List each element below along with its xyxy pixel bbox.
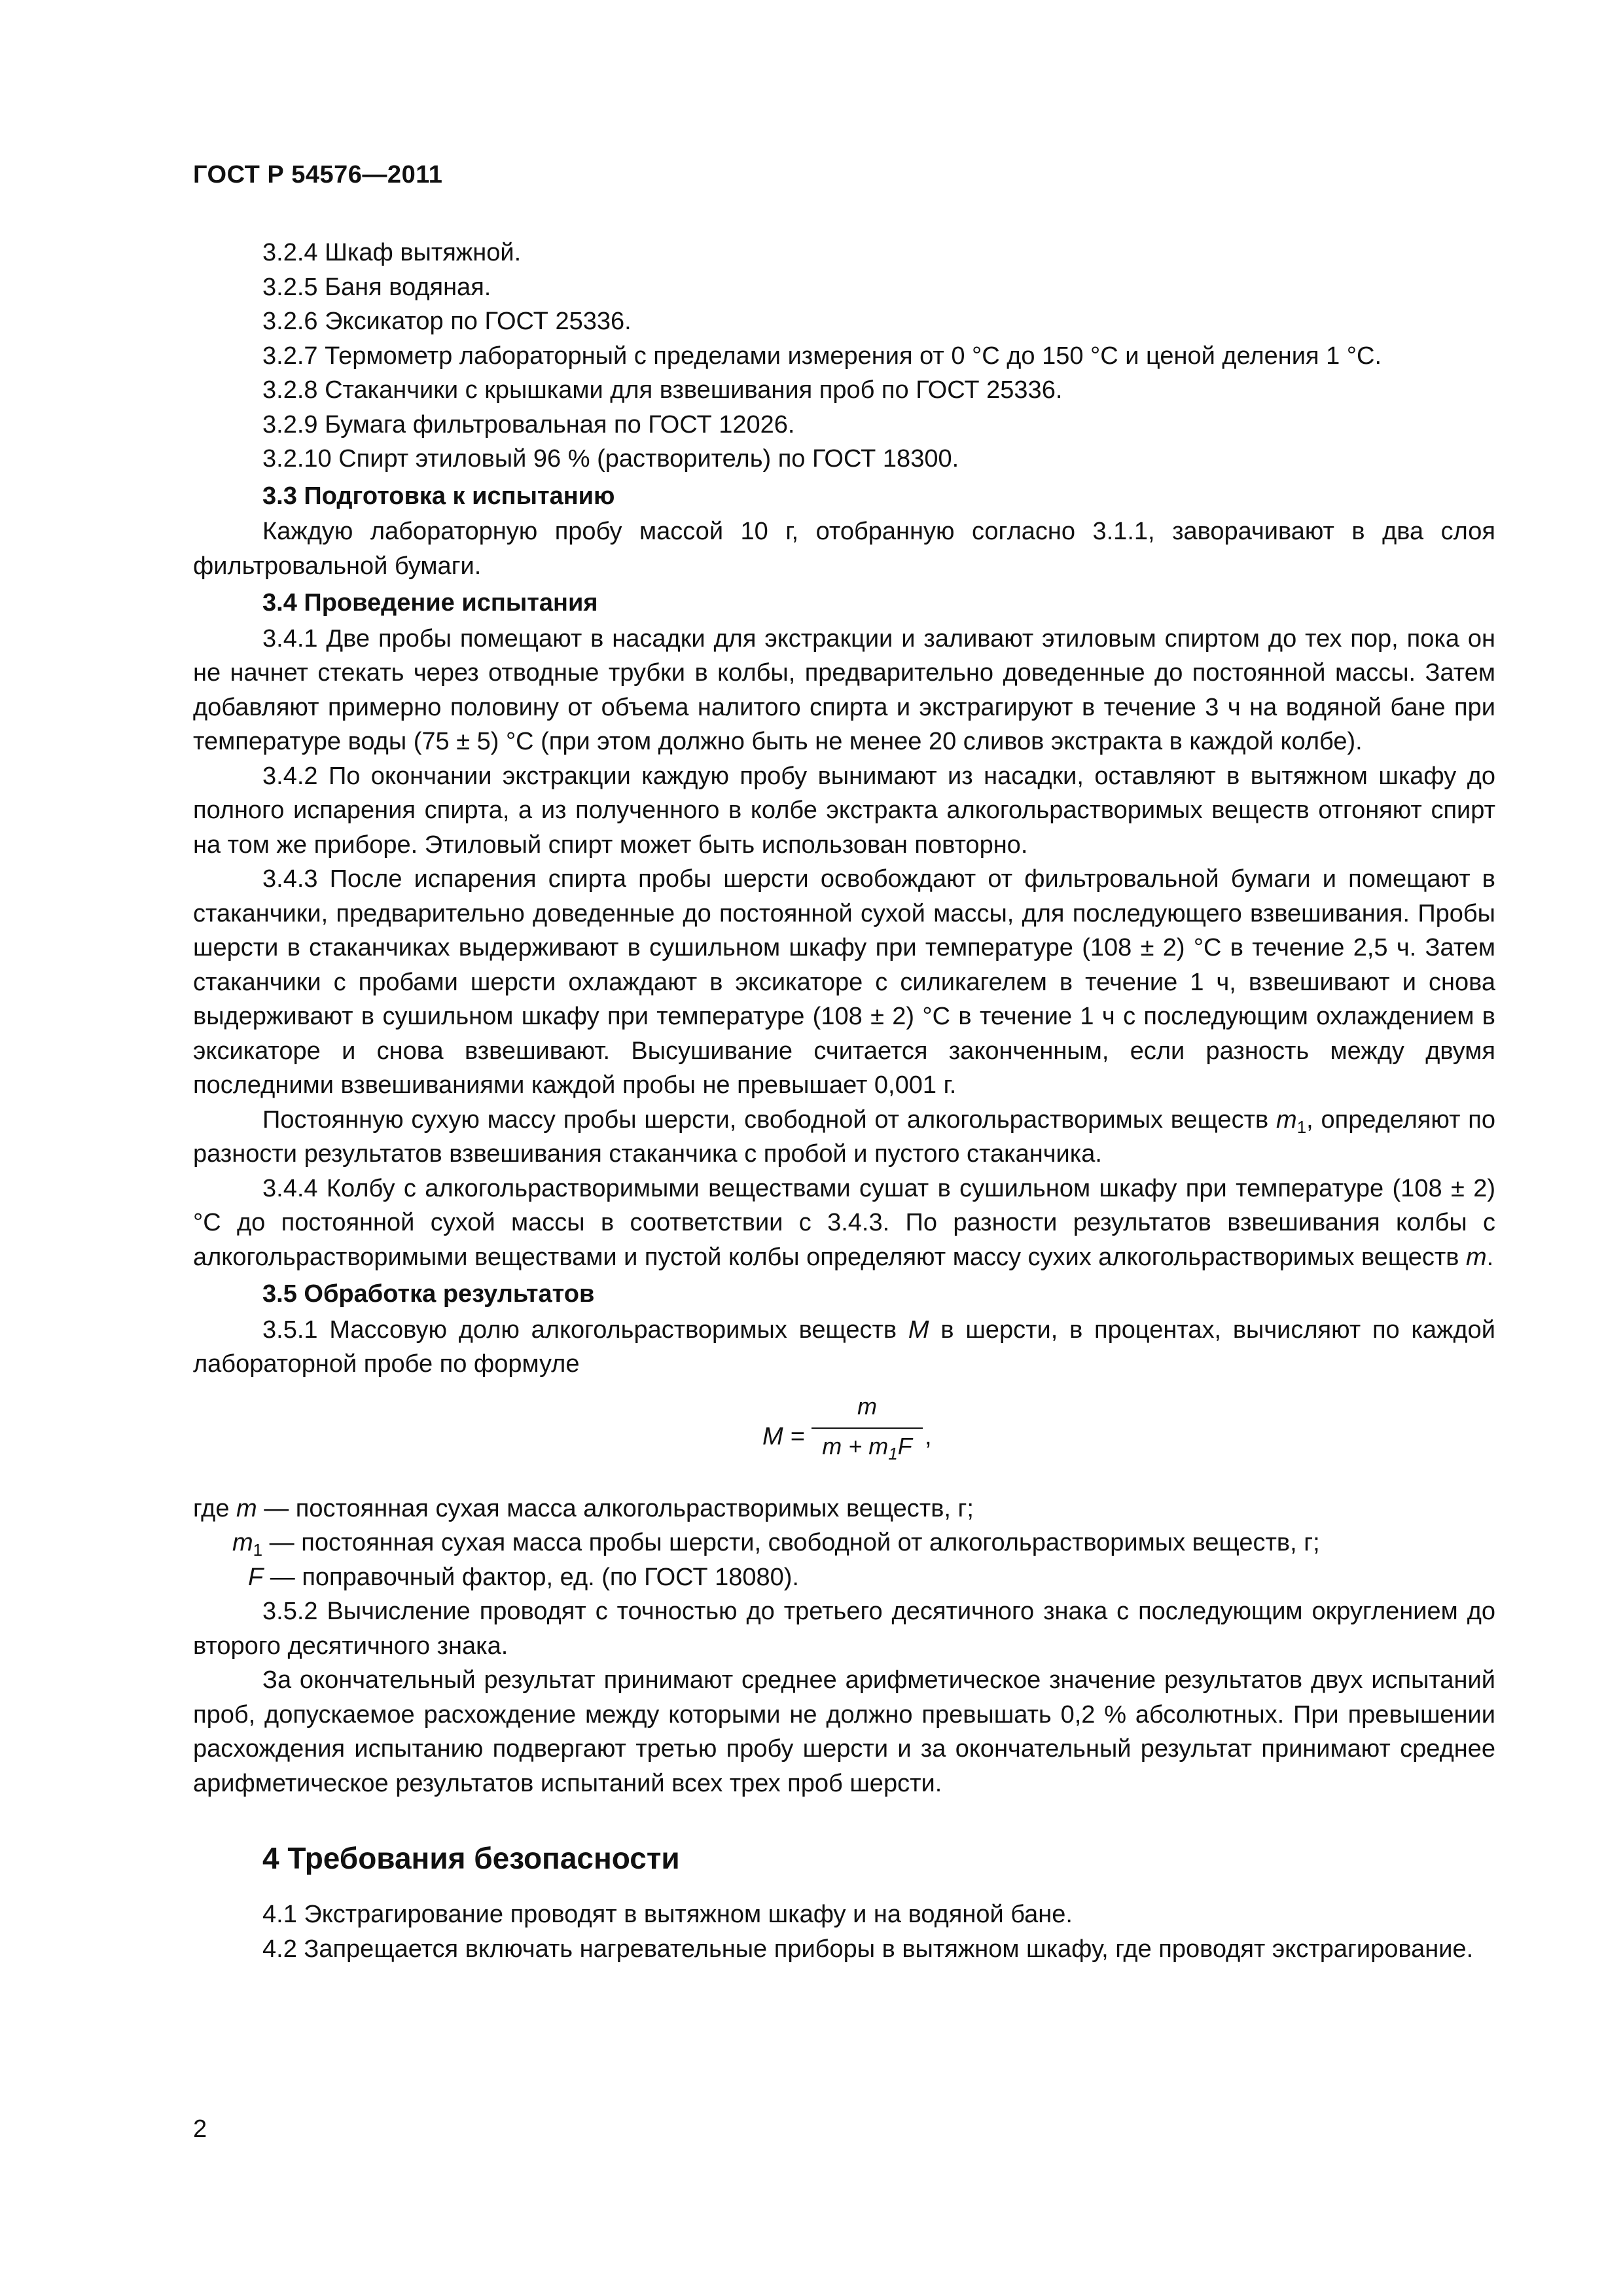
subscript: 1 — [253, 1540, 263, 1560]
list-item-3-2-9: 3.2.9 Бумага фильтровальная по ГОСТ 12026. — [262, 410, 795, 439]
variable-m: m — [1276, 1105, 1297, 1134]
list-item-3-2-6: 3.2.6 Эксикатор по ГОСТ 25336. — [262, 308, 632, 335]
den-text: m + m — [822, 1432, 889, 1460]
den-subscript: 1 — [888, 1443, 898, 1463]
variable-m: m — [236, 1494, 257, 1522]
variable-m: m — [232, 1529, 253, 1556]
document-header: ГОСТ Р 54576—2011 — [193, 161, 443, 188]
formula-definitions — [193, 1492, 1495, 1595]
text-run: . — [1486, 1243, 1494, 1271]
section-3-5-heading: 3.5 Обработка результатов — [262, 1280, 595, 1308]
variable-F: F — [248, 1563, 264, 1591]
formula-numerator: m — [857, 1392, 877, 1420]
document-body — [193, 236, 1495, 1966]
paragraph-3-4-4 — [193, 1172, 1495, 1275]
text-run: — постоянная сухая масса алкогольрастворимых веществ, г; — [257, 1494, 974, 1522]
list-item-3-2-8: 3.2.8 Стаканчики с крышками для взвешивания проб по ГОСТ 25336. — [262, 376, 1063, 404]
text-run: 3.5.1 Массовую долю алкогольрастворимых веществ — [262, 1316, 908, 1344]
list-item-3-2-7: 3.2.7 Термометр лабораторный с пределами измерения от 0 °С до 150 °С и ценой деления 1 °С. — [262, 342, 1382, 370]
section-3-4-heading: 3.4 Проведение испытания — [262, 589, 598, 617]
formula-comma: , — [925, 1422, 932, 1450]
definition-m — [193, 1492, 1495, 1526]
text-run: в шерсти, в процентах, вычисляют по каждой лабораторной пробе по формуле — [193, 1316, 1496, 1378]
paragraph-m1-definition — [193, 1103, 1495, 1172]
paragraph-3-3: Каждую лабораторную пробу массой 10 г, отобранную согласно 3.1.1, заворачивают в два слоя фильтровальной бумаги. — [193, 518, 1495, 580]
definition-F — [193, 1560, 1495, 1595]
text-run: — постоянная сухая масса пробы шерсти, свободной от алкогольрастворимых веществ, г; — [262, 1529, 1320, 1556]
text-run: — поправочный фактор, ед. (по ГОСТ 18080). — [263, 1563, 799, 1591]
paragraph-3-5-1 — [193, 1313, 1495, 1382]
formula-denominator — [812, 1431, 923, 1462]
text-run: , определяют по разности результатов взвешивания стаканчика с пробой и пустого стаканчика. — [193, 1105, 1495, 1168]
paragraph-3-4-3: 3.4.3 После испарения спирта пробы шерсти освобождают от фильтровальной бумаги и помещают в стаканчики, предварительно доведенные до постоянной сухой массы, для последующего взвешивания. Пробы шерсти в стаканчиках выдерживают в сушильном шкафу при температуре (108 ± 2) °С в течение 2,5 ч. Затем стаканчики с пробами шерсти охлаждают в эксикаторе с силикагелем в течение 1 ч, взвешивают и снова выдерживают в сушильном шкафу при температуре (108 ± 2) °С в течение 1 ч с последующим охлаждением в эксикаторе и снова взвешивают. Высушивание считается законченным, если разность между двумя последними взвешиваниями каждой пробы не превышает 0,001 г. — [193, 865, 1495, 1099]
variable-M: M — [908, 1316, 929, 1344]
paragraph-4-2: 4.2 Запрещается включать нагревательные приборы в вытяжном шкафу, где проводят экстрагирование. — [262, 1935, 1474, 1963]
paragraph-final-result: За окончательный результат принимают среднее арифметическое значение результатов двух испытаний проб, допускаемое расхождение между которыми не должно превышать 0,2 % абсолютных. При превышении расхождения испытанию подвергают третью пробу шерсти и за окончательный результат принимают среднее арифметическое результатов испытаний всех трех проб шерсти. — [193, 1666, 1495, 1797]
text-run: 3.4.4 Колбу с алкогольрастворимыми веществами сушат в сушильном шкафу при температуре (108 ± 2) °С до постоянной сухой массы в соответствии с 3.4.3. По разности результатов взвешивания колбы с алкогольрастворимыми веществами и пустой колбы определяют массу сухих алкогольрастворимых веществ — [193, 1174, 1495, 1271]
paragraph-4-1: 4.1 Экстрагирование проводят в вытяжном шкафу и на водяной бане. — [262, 1901, 1073, 1928]
definition-m1 — [193, 1526, 1495, 1560]
paragraph-3-4-2: 3.4.2 По окончании экстракции каждую пробу вынимают из насадки, оставляют в вытяжном шкафу до полного испарения спирта, а из полученного в колбе экстракта алкогольрастворимых веществ отгоняют спирт на том же приборе. Этиловый спирт может быть использован повторно. — [193, 762, 1495, 859]
section-3-3-heading: 3.3 Подготовка к испытанию — [262, 482, 615, 510]
subscript: 1 — [1296, 1117, 1307, 1137]
formula-lhs: M = — [762, 1422, 805, 1450]
page-number: 2 — [193, 2115, 207, 2143]
formula — [193, 1390, 1495, 1488]
den-text: F — [897, 1432, 912, 1460]
paragraph-3-4-1: 3.4.1 Две пробы помещают в насадки для экстракции и заливают этиловым спиртом до тех пор, пока он не начнет стекать через отводные трубки в колбы, предварительно доведенные до постоянной массы. Затем добавляют примерно половину от объема налитого спирта и экстрагируют в течение 3 ч на водяной бане при температуре воды (75 ± 5) °С (при этом должно быть не менее 20 сливов экстракта в каждой колбе). — [193, 624, 1495, 755]
section-4-heading: 4 Требования безопасности — [262, 1841, 680, 1875]
paragraph-3-5-2: 3.5.2 Вычисление проводят с точностью до третьего десятичного знака с последующим округлением до второго десятичного знака. — [193, 1598, 1495, 1660]
variable-m: m — [1466, 1243, 1487, 1271]
fraction-bar — [812, 1427, 923, 1429]
text-run: Постоянную сухую массу пробы шерсти, свободной от алкогольрастворимых веществ — [262, 1105, 1277, 1134]
list-item-3-2-4: 3.2.4 Шкаф вытяжной. — [262, 239, 522, 266]
text-run: где — [193, 1494, 237, 1522]
formula-fraction — [812, 1390, 923, 1462]
list-item-3-2-5: 3.2.5 Баня водяная. — [262, 273, 491, 301]
list-item-3-2-10: 3.2.10 Спирт этиловый 96 % (растворитель) по ГОСТ 18300. — [262, 445, 959, 473]
